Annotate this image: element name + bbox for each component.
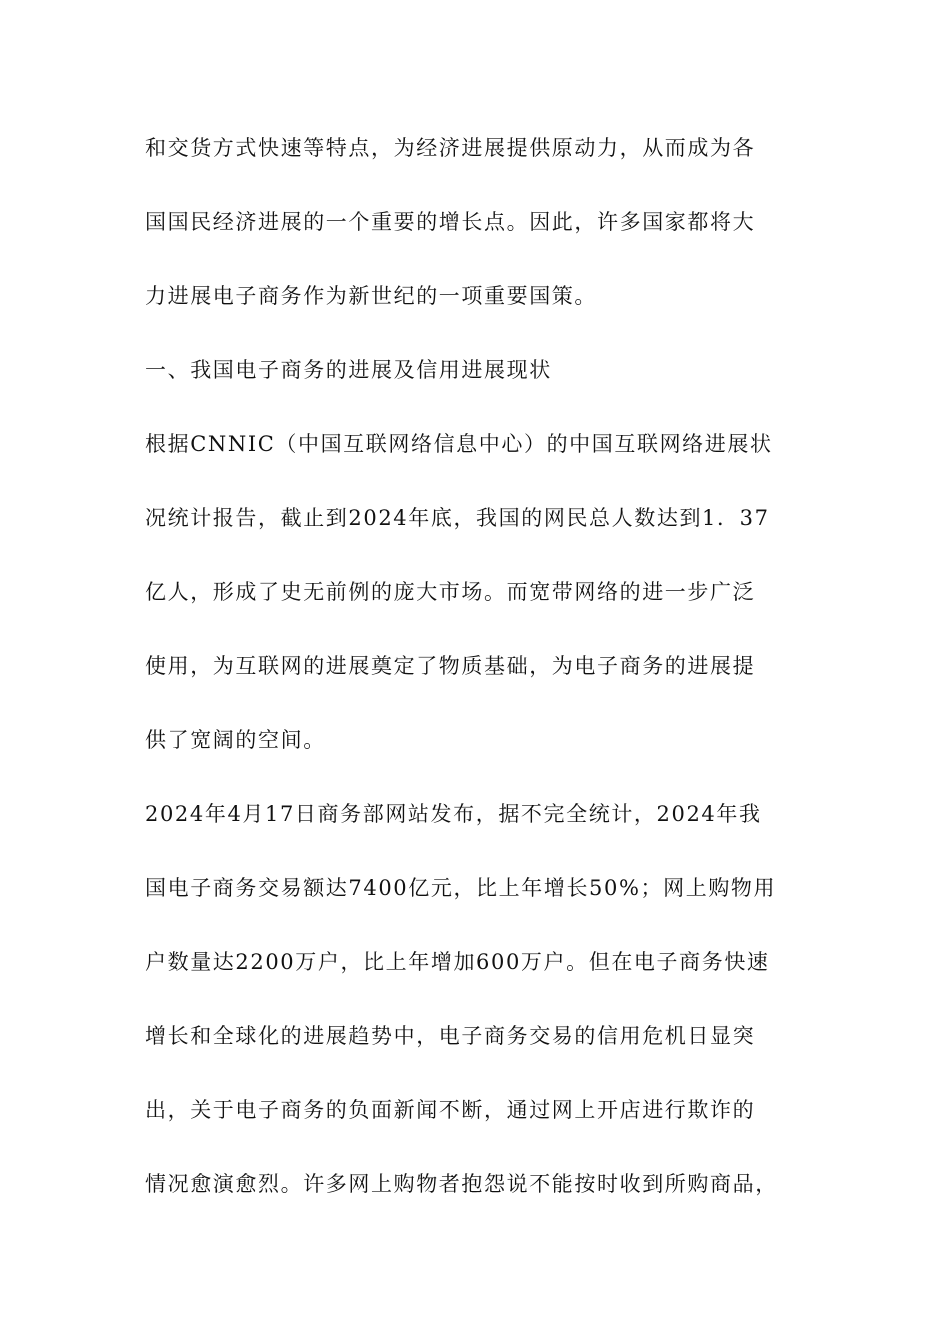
section-heading: 一、我国电子商务的进展及信用进展现状 [145,358,552,382]
text-line: 况统计报告，截止到2024年底，我国的网民总人数达到1．37 [145,506,770,530]
text-line: 增长和全球化的进展趋势中，电子商务交易的信用危机日显突 [145,1024,756,1048]
text-line: 使用，为互联网的进展奠定了物质基础，为电子商务的进展提 [145,654,756,678]
text-line: 和交货方式快速等特点，为经济进展提供原动力，从而成为各 [145,136,756,160]
text-line: 亿人，形成了史无前例的庞大市场。而宽带网络的进一步广泛 [145,580,756,604]
text-line: 出，关于电子商务的负面新闻不断，通过网上开店进行欺诈的 [145,1098,756,1122]
body-text [145,132,810,1242]
text-line: 情况愈演愈烈。许多网上购物者抱怨说不能按时收到所购商品， [145,1172,778,1196]
text-line: 国电子商务交易额达7400亿元，比上年增长50%；网上购物用 [145,876,777,900]
text-line: 2024年4月17日商务部网站发布，据不完全统计，2024年我 [145,802,762,826]
text-line: 户数量达2200万户，比上年增加600万户。但在电子商务快速 [145,950,770,974]
text-line: 供了宽阔的空间。 [145,728,326,752]
text-line: 根据CNNIC（中国互联网络信息中心）的中国互联网络进展状 [145,432,773,456]
text-line: 力进展电子商务作为新世纪的一项重要国策。 [145,284,597,308]
text-line: 国国民经济进展的一个重要的增长点。因此，许多国家都将大 [145,210,756,234]
